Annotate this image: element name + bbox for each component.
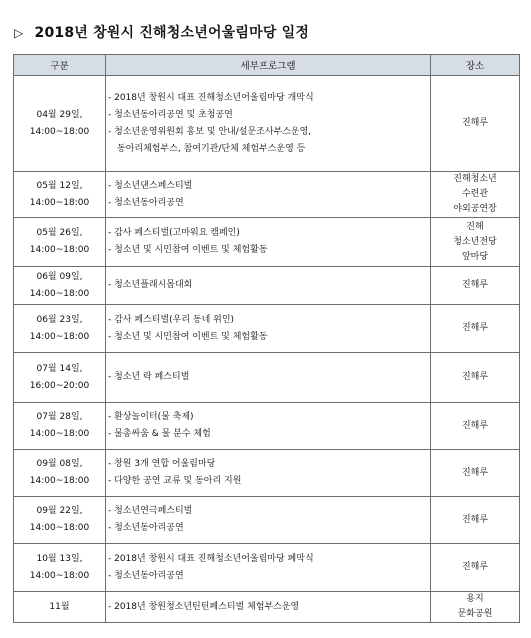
program-item: - 다양한 공연 교류 및 동아리 지원 [108, 476, 242, 486]
table-row [14, 267, 520, 305]
place-line: 앞마당 [461, 251, 489, 262]
table-row [14, 450, 520, 497]
program-cell [106, 592, 431, 623]
schedule-time: 14:00~18:00 [29, 570, 90, 581]
program-item: - 2018년 창원시 대표 진해청소년어울림마당 개막식 [108, 92, 314, 103]
schedule-date-cell [14, 218, 106, 267]
program-item: - 청소년동아리공연 [108, 197, 184, 208]
place-cell [431, 267, 520, 305]
schedule-date: 04월 29일, [36, 109, 83, 120]
place-line: 진해루 [461, 118, 489, 128]
schedule-date: 10월 13일, [36, 553, 83, 564]
place-line: 청소년전당 [453, 236, 497, 247]
program-cell [106, 403, 431, 450]
place-cell [431, 544, 520, 592]
schedule-date: 05월 26일, [36, 228, 83, 238]
place-cell [431, 497, 520, 544]
place-line: 진해루 [461, 420, 489, 431]
place-line: 수련관 [461, 189, 489, 199]
program-item: - 2018년 창원시 대표 진해청소년어울림마당 폐막식 [108, 553, 314, 564]
program-item: - 청소년 및 시민참여 이벤트 및 체험활동 [108, 245, 268, 255]
program-cell [106, 353, 431, 403]
table-row [14, 592, 520, 623]
header-program: 세부프로그램 [106, 55, 431, 76]
program-cell [106, 497, 431, 544]
program-item: - 청소년동아리공연 [108, 570, 184, 581]
place-line: 진해루 [461, 372, 489, 382]
schedule-date-cell [14, 497, 106, 544]
schedule-date: 07월 14일, [36, 363, 83, 374]
program-cell [106, 76, 431, 172]
place-cell [431, 172, 520, 218]
place-cell [431, 218, 520, 267]
schedule-time: 16:00~20:00 [29, 380, 90, 391]
schedule-date-cell [14, 76, 106, 172]
program-item: - 창원 3개 연합 어울림마당 [108, 459, 216, 469]
place-line: 진해루 [461, 280, 489, 290]
program-item: 동아리체험부스, 참여기관/단체 체험부스운영 등 [117, 143, 306, 154]
program-item: - 환상놀이터(물 축제) [108, 412, 194, 422]
table-row [14, 544, 520, 592]
place-line: 진해루 [461, 562, 489, 572]
program-item: - 감사 페스티벌(우리 동네 위인) [108, 314, 235, 325]
schedule-date-cell [14, 267, 106, 305]
table-row [14, 218, 520, 267]
program-item: - 청소년동아리공연 및 초청공연 [108, 109, 233, 120]
schedule-table [13, 54, 520, 623]
program-item: - 물총싸움 & 물 분수 체험 [108, 429, 211, 439]
program-cell [106, 267, 431, 305]
schedule-date-cell [14, 544, 106, 592]
page-title-text: 2018년 창원시 진해청소년어울림마당 일정 [34, 25, 310, 41]
triangle-marker-icon: ▷ [14, 26, 24, 40]
schedule-date-cell [14, 353, 106, 403]
schedule-date: 06월 23일, [36, 314, 83, 325]
program-item: - 청소년운영위원회 홍보 및 안내/설문조사부스운영, [108, 126, 312, 137]
place-cell [431, 353, 520, 403]
schedule-time: 14:00~18:00 [29, 197, 90, 208]
place-line: 진해청소년 [453, 174, 497, 184]
schedule-date-cell [14, 305, 106, 353]
program-item: - 청소년플래시몹대회 [108, 280, 193, 290]
program-item: - 청소년 및 시민참여 이벤트 및 체험활동 [108, 331, 268, 342]
place-line: 진해루 [461, 323, 489, 333]
schedule-time: 14:00~18:00 [29, 288, 90, 299]
schedule-time: 14:00~18:00 [29, 331, 90, 342]
program-item: - 청소년연극페스티벌 [108, 506, 193, 516]
schedule-date-cell [14, 450, 106, 497]
place-line: 문화공원 [457, 609, 493, 619]
schedule-time: 14:00~18:00 [29, 523, 90, 533]
program-item: - 감사 페스티벌(고마워요 캠페인) [108, 228, 240, 238]
program-item: - 청소년 락 페스티벌 [108, 372, 190, 382]
program-cell [106, 305, 431, 353]
table-row [14, 76, 520, 172]
schedule-date-cell [14, 403, 106, 450]
table-row [14, 172, 520, 218]
schedule-date-cell [14, 592, 106, 623]
place-cell [431, 450, 520, 497]
schedule-date: 11월 [49, 601, 70, 612]
program-cell [106, 172, 431, 218]
program-cell [106, 544, 431, 592]
schedule-date: 05월 12일, [36, 180, 83, 191]
schedule-date-cell [14, 172, 106, 218]
program-item: - 청소년댄스페스티벌 [108, 180, 193, 191]
table-row [14, 305, 520, 353]
place-cell [431, 592, 520, 623]
schedule-time: 14:00~18:00 [29, 126, 90, 137]
table-body [14, 76, 520, 623]
schedule-time: 14:00~18:00 [29, 476, 90, 486]
place-line: 진해루 [461, 467, 489, 478]
table-header-row [14, 55, 520, 76]
header-category: 구분 [14, 55, 106, 76]
place-line: 야외공연장 [453, 204, 497, 214]
page-title [14, 22, 309, 42]
table-row [14, 353, 520, 403]
place-cell [431, 305, 520, 353]
place-line: 용지 [466, 594, 484, 604]
program-cell [106, 450, 431, 497]
place-cell [431, 403, 520, 450]
schedule-date: 06월 09일, [36, 271, 83, 282]
table-row [14, 497, 520, 544]
program-item: - 청소년동아리공연 [108, 523, 184, 533]
program-cell [106, 218, 431, 267]
schedule-time: 14:00~18:00 [29, 245, 90, 255]
place-line: 진해 [466, 221, 484, 232]
header-place: 장소 [431, 55, 520, 76]
program-item: - 2018년 창원청소년틴틴페스티벌 체험부스운영 [108, 601, 300, 612]
place-line: 진해루 [461, 514, 489, 525]
place-cell [431, 76, 520, 172]
schedule-date: 09월 08일, [36, 459, 83, 469]
schedule-date: 09월 22일, [36, 506, 83, 516]
table-row [14, 403, 520, 450]
schedule-time: 14:00~18:00 [29, 429, 90, 439]
schedule-date: 07월 28일, [36, 412, 83, 422]
